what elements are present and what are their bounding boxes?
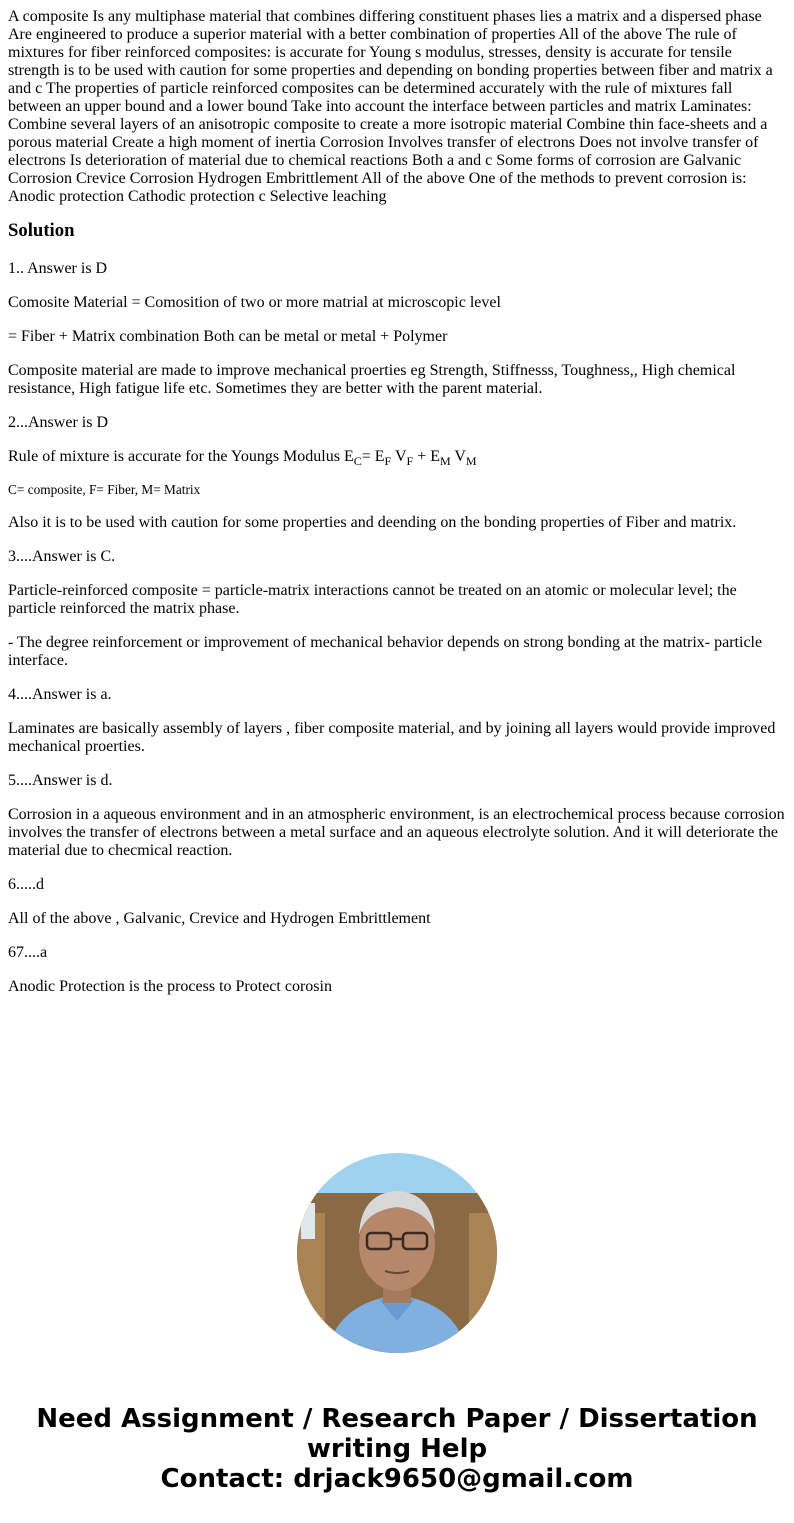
formula-subscript: F — [384, 454, 392, 469]
solution-paragraph: Composite material are made to improve mechanical proerties eg Strength, Stiffnesss, Toughness,, High chemical resistance, High fatigue life etc. Sometimes they are better with the parent material. — [8, 362, 736, 397]
formula-subscript: M — [465, 454, 477, 469]
answer-7: 67....a — [8, 944, 48, 961]
formula-part: = E — [361, 448, 385, 465]
footer-promo — [0, 1404, 794, 1494]
solution-paragraph: - The degree reinforcement or improvement of mechanical behavior depends on strong bonding at the matrix- particle interface. — [8, 634, 763, 669]
author-portrait-image — [297, 1153, 497, 1353]
answer-1: 1.. Answer is D — [8, 260, 108, 277]
answer-6: 6.....d — [8, 876, 44, 893]
answer-5: 5....Answer is d. — [8, 772, 113, 789]
solution-paragraph: Comosite Material = Comosition of two or more matrial at microscopic level — [8, 294, 501, 311]
formula-subscript: M — [439, 454, 451, 469]
answer-2: 2...Answer is D — [8, 414, 108, 431]
formula-subscript: F — [406, 454, 414, 469]
formula-part: + E — [413, 448, 440, 465]
answer-4: 4....Answer is a. — [8, 686, 112, 703]
solution-paragraph: Particle-reinforced composite = particle-matrix interactions cannot be treated on an atomic or molecular level; the particle reinforced the matrix phase. — [8, 582, 737, 617]
solution-paragraph: All of the above , Galvanic, Crevice and Hydrogen Embrittlement — [8, 910, 431, 927]
formula-part: V — [450, 448, 466, 465]
formula-part: V — [391, 448, 407, 465]
solution-paragraph: = Fiber + Matrix combination Both can be metal or metal + Polymer — [8, 328, 448, 345]
formula-prefix: Rule of mixture is accurate for the Youngs Modulus E — [8, 448, 354, 465]
question-text: A composite Is any multiphase material that combines differing constituent phases lies a matrix and a dispersed phase Are engineered to produce a superior material with a better combination of properties All of the above The rule of mixtures for fiber reinforced composites: is accurate for Young s modulus, stresses, density is accurate for tensile strength is to be used with caution for some properties and depending on bonding properties between fiber and matrix a and c The properties of particle reinforced composites can be determined accurately with the rule of mixtures fall between an upper bound and a lower bound Take into account the interface between particles and matrix Laminates: Combine several layers of an anisotropic composite to create a more isotropic material Combine thin face-sheets and a porous material Create a high moment of inertia Corrosion Involves transfer of electrons Does not involve transfer of electrons Is deterioration of material due to chemical reactions Both a and c Some forms of corrosion are Galvanic Corrosion Crevice Corrosion Hydrogen Embrittlement All of the above One of the methods to prevent corrosion is: Anodic protection Cathodic protection c Selective leaching — [8, 8, 773, 205]
answer-3: 3....Answer is C. — [8, 548, 116, 565]
avatar-wall-pattern — [469, 1213, 497, 1323]
solution-paragraph: Also it is to be used with caution for some properties and deending on the bonding properties of Fiber and matrix. — [8, 514, 737, 531]
footer-line-contact: Contact: drjack9650@gmail.com — [160, 1464, 634, 1494]
formula-subscript: C — [353, 454, 362, 469]
solution-paragraph: Corrosion in a aqueous environment and in an atmospheric environment, is an electrochemical process because corrosion involves the transfer of electrons between a metal surface and an aqueous electrolyte solution. And it will deteriorate the material due to checmical reaction. — [8, 806, 785, 859]
solution-paragraph: Laminates are basically assembly of layers , fiber composite material, and by joining all layers would provide improved mechanical proerties. — [8, 720, 776, 755]
footer-line-help: Need Assignment / Research Paper / Dissertation writing Help — [36, 1404, 758, 1464]
solution-paragraph: Anodic Protection is the process to Protect corosin — [8, 978, 332, 995]
formula-legend: C= composite, F= Fiber, M= Matrix — [8, 482, 201, 497]
rule-of-mixture-formula — [8, 448, 786, 469]
avatar-window — [301, 1203, 315, 1239]
author-avatar — [297, 1153, 497, 1353]
solution-heading: Solution — [8, 220, 75, 241]
